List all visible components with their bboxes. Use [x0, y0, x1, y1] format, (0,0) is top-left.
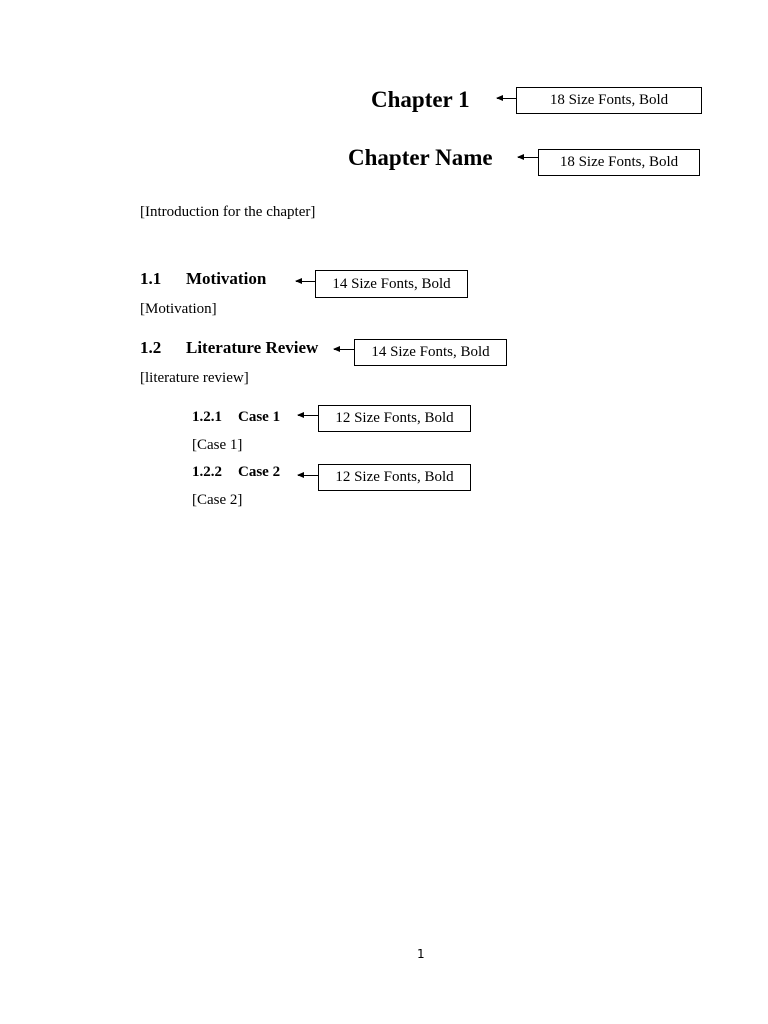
chapter-number-heading: Chapter 1 [371, 87, 470, 112]
section-title: Motivation [186, 269, 267, 288]
annotation-arrow-motivation [296, 281, 316, 282]
annotation-box-chapter-name: 18 Size Fonts, Bold [538, 149, 700, 176]
subsection-heading-case-2 [192, 463, 280, 481]
subsection-title: Case 2 [238, 464, 281, 480]
subsection-number: 1.2.2 [192, 464, 222, 480]
annotation-arrow-chapter-number [497, 98, 517, 99]
annotation-arrow-chapter-name [518, 157, 539, 158]
chapter-introduction: [Introduction for the chapter] [140, 204, 316, 220]
annotation-arrow-literature-review [334, 349, 355, 350]
section-heading-literature-review [140, 338, 318, 358]
section-title: Literature Review [186, 338, 319, 357]
annotation-box-case-2: 12 Size Fonts, Bold [318, 464, 471, 491]
section-heading-motivation [140, 269, 266, 289]
subsection-body-case-1: [Case 1] [192, 437, 243, 453]
subsection-heading-case-1 [192, 408, 280, 426]
section-number: 1.2 [140, 338, 162, 357]
section-body-literature-review: [literature review] [140, 370, 249, 386]
subsection-number: 1.2.1 [192, 409, 222, 425]
annotation-arrow-case-1 [298, 415, 319, 416]
annotation-box-case-1: 12 Size Fonts, Bold [318, 405, 471, 432]
page-number: 1 [417, 947, 425, 961]
subsection-body-case-2: [Case 2] [192, 492, 243, 508]
subsection-title: Case 1 [238, 409, 281, 425]
annotation-box-chapter-number: 18 Size Fonts, Bold [516, 87, 702, 114]
section-body-motivation: [Motivation] [140, 301, 217, 317]
annotation-box-motivation: 14 Size Fonts, Bold [315, 270, 468, 298]
chapter-name-heading: Chapter Name [348, 145, 493, 170]
annotation-arrow-case-2 [298, 475, 319, 476]
annotation-box-literature-review: 14 Size Fonts, Bold [354, 339, 507, 366]
section-number: 1.1 [140, 269, 162, 288]
